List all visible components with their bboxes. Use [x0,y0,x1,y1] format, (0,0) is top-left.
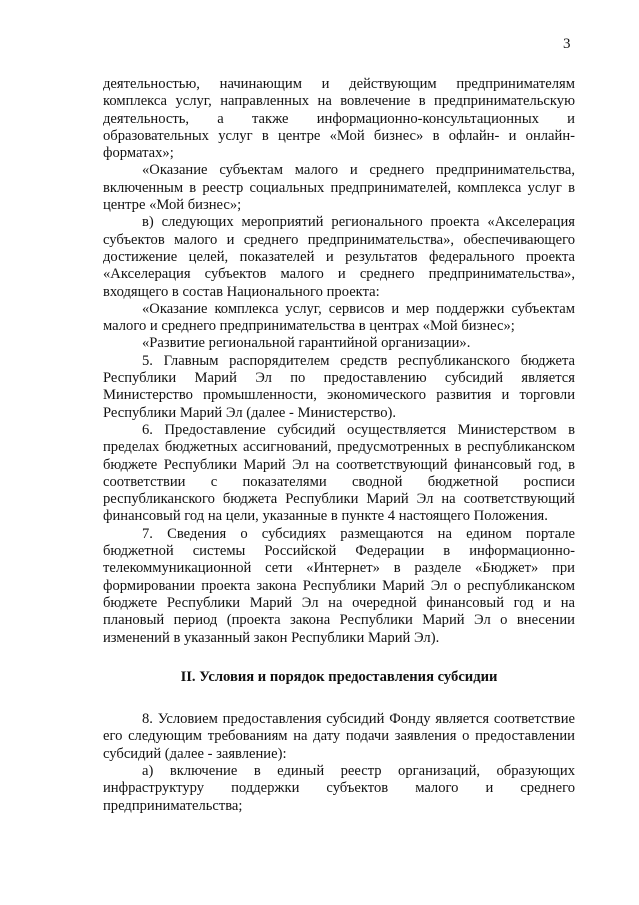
document-body [103,76,575,815]
paragraph: «Оказание субъектам малого и среднего предпринимательства, включенным в реестр социальных предпринимателей, комплекса услуг в центре «Мой бизнес»; [103,162,575,214]
paragraph: а) включение в единый реестр организаций, образующих инфраструктуру поддержки субъектов малого и среднего предпринимательства; [103,762,575,814]
page-number: 3 [563,36,571,52]
paragraph: «Развитие региональной гарантийной организации». [142,335,471,352]
paragraph: 8. Условием предоставления субсидий Фонду является соответствие его следующим требованиям на дату подачи заявления о предоставлении субсидий (далее - заявление): [103,711,575,762]
section-heading: II. Условия и порядок предоставления субсидии [180,668,498,685]
paragraph: 7. Сведения о субсидиях размещаются на едином портале бюджетной системы Российской Федерации в информационно-телекоммуникационной сети «Интернет» в разделе «Бюджет» при формировании проекта закона Республики Марий Эл о республиканском бюджете Республики Марий Эл на очередной финансовый год и на плановый период (проекта закона Республики Марий Эл о внесении изменений в указанный закон Республики Марий Эл). [103,525,575,646]
paragraph: в) следующих мероприятий регионального проекта «Акселерация субъектов малого и среднего предпринимательства», обеспечивающего достижение целей, показателей и результатов федерального проекта «Акселерация субъектов малого и среднего предпринимательства», входящего в состав Национального проекта: [103,214,575,300]
paragraph: 6. Предоставление субсидий осуществляется Министерством в пределах бюджетных ассигнований, предусмотренных в республиканском бюджете Республики Марий Эл на соответствующий финансовый год, в соответствии с показателями сводной бюджетной росписи республиканского бюджета Республики Марий Эл на соответствующий финансовый год на цели, указанные в пункте 4 настоящего Положения. [103,421,575,525]
paragraph: деятельностью, начинающим и действующим предпринимателям комплекса услуг, направленных на вовлечение в предпринимательскую деятельность, а также информационно-консультационных и образовательных услуг в центре «Мой бизнес» в офлайн- и онлайн-форматах»; [103,76,575,162]
paragraph: «Оказание комплекса услуг, сервисов и мер поддержки субъектам малого и среднего предпринимательства в центрах «Мой бизнес»; [103,300,575,335]
paragraph: 5. Главным распорядителем средств республиканского бюджета Республики Марий Эл по предоставлению субсидий является Министерство промышленности, экономического развития и торговли Республики Марий Эл (далее - Министерство). [103,352,575,421]
